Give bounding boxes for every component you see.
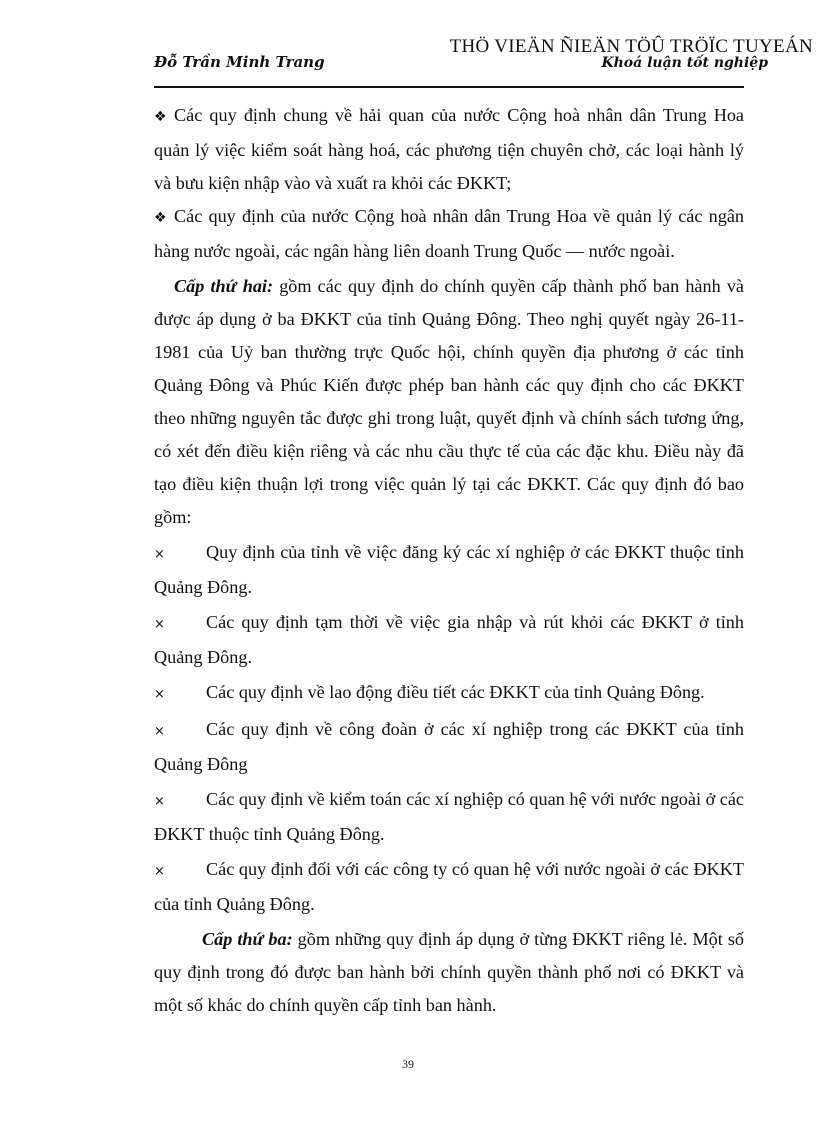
cross-bullet-icon: × (154, 687, 165, 702)
bullet-item (154, 536, 744, 604)
paragraph-level-three (154, 923, 744, 1022)
bullet-item (154, 783, 744, 851)
bullet-text: Các quy định chung về hải quan của nước Cộng hoà nhân dân Trung Hoa quản lý việc kiểm soát hàng hoá, các phương tiện chuyên chở, các loại hành lý và bưu kiện nhập vào và xuất ra khỏi các ĐKKT; (154, 105, 744, 193)
bullet-text: Các quy định về lao động điều tiết các ĐKKT của tỉnh Quảng Đông. (206, 682, 705, 702)
cross-bullet-icon: × (154, 617, 165, 632)
page-number: 39 (402, 1057, 414, 1071)
bullet-item (154, 676, 744, 711)
paragraph-lead: Cấp thứ ba: (202, 929, 293, 949)
cross-bullet-icon: × (154, 794, 165, 809)
cross-bullet-icon: × (154, 547, 165, 562)
document-subject: Khoá luận tốt nghiệp (601, 55, 768, 71)
bullet-item (154, 606, 744, 674)
bullet-text: Các quy định tạm thời về việc gia nhập và rút khỏi các ĐKKT ở tỉnh Quảng Đông. (154, 612, 744, 667)
bullet-text: Các quy định về công đoàn ở các xí nghiệp trong các ĐKKT của tỉnh Quảng Đông (154, 719, 744, 774)
bullet-item (154, 99, 744, 200)
bullet-item (154, 200, 744, 268)
bullet-text: Các quy định của nước Cộng hoà nhân dân Trung Hoa về quản lý các ngân hàng nước ngoài, các ngân hàng liên doanh Trung Quốc — nước ngoài. (154, 206, 744, 261)
bullet-text: Các quy định đối với các công ty có quan hệ với nước ngoài ở các ĐKKT của tỉnh Quảng Đông. (154, 859, 744, 914)
bullet-item (154, 713, 744, 781)
diamond-bullet-icon: ❖ (154, 109, 167, 125)
paragraph-text: gồm các quy định do chính quyền cấp thành phố ban hành và được áp dụng ở ba ĐKKT của tỉnh Quảng Đông. Theo nghị quyết ngày 26-11-1981 của Uỷ ban thường trực Quốc hội, chính quyền địa phương ở các tỉnh Quảng Đông và Phúc Kiến được phép ban hành các quy định cho các ĐKKT theo những nguyên tắc được ghi trong luật, quyết định và chính sách tương ứng, có xét đến điều kiện riêng và các nhu cầu thực tế của các đặc khu. Điều này đã tạo điều kiện thuận lợi trong việc quản lý tại các ĐKKT. Các quy định đó bao gồm: (154, 276, 745, 527)
bullet-item (154, 853, 744, 921)
bullet-text: Quy định của tỉnh về việc đăng ký các xí nghiệp ở các ĐKKT thuộc tỉnh Quảng Đông. (154, 542, 744, 597)
page-body (154, 99, 744, 1022)
bullet-text: Các quy định về kiểm toán các xí nghiệp có quan hệ với nước ngoài ở các ĐKKT thuộc tỉnh Quảng Đông. (154, 789, 744, 844)
author-name: Đỗ Trần Minh Trang (154, 53, 325, 71)
diamond-bullet-icon: ❖ (154, 210, 167, 226)
paragraph-level-two (154, 270, 744, 534)
paragraph-lead: Cấp thứ hai: (174, 276, 274, 296)
cross-bullet-icon: × (154, 864, 165, 879)
watermark-text: THÖ VIEÄN ÑIEÄN TÖÛ TRÖÏC TUYEÁN (449, 36, 813, 57)
cross-bullet-icon: × (154, 724, 165, 739)
page-header (0, 0, 816, 100)
paragraph-text: gồm những quy định áp dụng ở từng ĐKKT riêng lẻ. Một số quy định trong đó được ban hành bởi chính quyền thành phố nơi có ĐKKT và một số khác do chính quyền cấp tỉnh ban hành. (154, 929, 744, 1015)
header-divider (154, 86, 744, 88)
